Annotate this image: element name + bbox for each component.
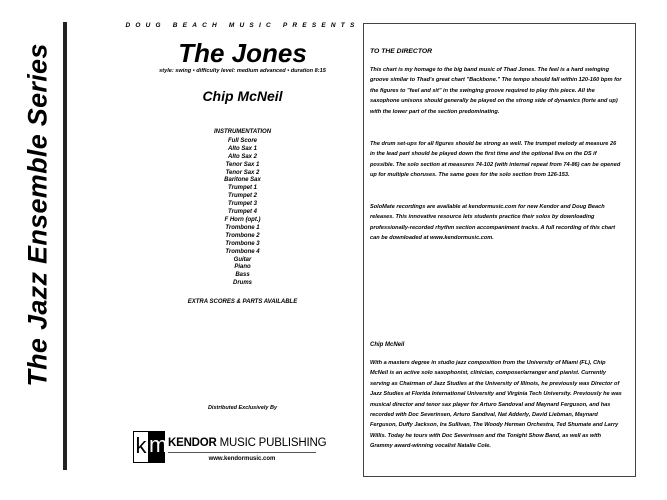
distributed-by: Distributed Exclusively By: [207, 405, 278, 411]
instrument-item: Tenor Sax 1: [225, 161, 260, 168]
instrument-item: Bass: [235, 272, 250, 279]
instrument-item: Trumpet 2: [228, 193, 257, 200]
extra-parts-note: EXTRA SCORES & PARTS AVAILABLE: [187, 299, 298, 305]
piece-meta: style: swing • difficulty level: medium advanced • duration 8:15: [159, 68, 326, 74]
logo-k: k: [133, 431, 149, 463]
instrument-item: Tenor Sax 2: [225, 169, 260, 176]
publisher-name-rest: MUSIC PUBLISHING: [216, 437, 327, 449]
instrument-item: Trombone 4: [225, 248, 260, 255]
bio-heading: Chip McNeil: [370, 342, 405, 348]
publisher-url[interactable]: www.kendormusic.com: [208, 456, 276, 462]
instrument-item: Guitar: [233, 256, 252, 263]
director-heading: TO THE DIRECTOR: [370, 48, 433, 55]
director-paragraph: The drum set-ups for all figures should be strong as well. The trumpet melody at measure 26 in the lead part should be played down the first time and the optional 8va on the DS if possible. The solo section at measures 74-102 (with internal repeat from 74-86) can be opened up for multiple choruses. The same goes for the solo section from 126-153.: [370, 141, 621, 179]
publisher-name-bold: KENDOR: [168, 437, 217, 449]
publisher-name: [168, 437, 326, 449]
director-paragraph: SoloMate recordings are available at kendormusic.com for new Kendor and Doug Beach releases. This innovative resource lets students practice their solos by downloading professionally-recorded rhythm section accompaniment tracks. A full recording of this chart can be downloaded at www.kendormusic.com.: [370, 204, 616, 242]
presenter-line: DOUG BEACH MUSIC PRESENTS: [125, 22, 360, 29]
instrument-item: Trombone 2: [225, 232, 260, 239]
piece-title: The Jones: [178, 38, 307, 68]
logo-m: m: [149, 431, 165, 463]
instrument-item: Trombone 1: [225, 224, 260, 231]
instrument-item: Baritone Sax: [224, 177, 261, 184]
instrument-item: Piano: [234, 264, 251, 271]
instrument-item: Trumpet 4: [228, 209, 257, 216]
instrument-item: Trombone 3: [225, 240, 260, 247]
instrumentation-heading: INSTRUMENTATION: [213, 129, 272, 135]
composer-name: Chip McNeil: [202, 88, 283, 104]
director-notes-box: [363, 23, 636, 477]
bio-text: With a masters degree in studio jazz composition from the University of Miami (FL), Chip McNeil is an active solo saxophonist, clinician, composer/arranger and pianist. Currently serving as Chairman of Jazz Studies at the University of Illinois, he previously was Director of Jazz Studies at Florida International University and Virginia Tech University. Previously he was musical director and tenor sax player for Arturo Sandoval and Maynard Ferguson, and has recorded with Doc Severinsen, Arturo Sandival, Nat Adderly, David Liebman, Maynard Ferguson, Duffy Jackson, Ira Sullivan, The Woody Herman Orchestra, Ted Shumate and Larry Willis. Today he tours with Doc Severinsen and the Tonight Show Band, as well as with Grammy award-winning vocalist Natalie Cole.: [370, 360, 622, 450]
instrument-item: Alto Sax 2: [227, 153, 257, 160]
series-title: The Jazz Ensemble Series: [22, 43, 53, 387]
instrument-item: F Horn (opt.): [224, 216, 261, 223]
director-paragraph: This chart is my homage to the big band music of Thad Jones. The feel is a hard swinging groove similar to Thad's great chart "Backbone." The tempo should fall within 120-160 bpm for the figures to "feel and sit" in the swinging groove required to play this piece. All the saxophone unisons should generally be played on the strong side of dynamics (forte and up) with the lower part of the section predominating.: [370, 67, 622, 115]
instrument-item: Trumpet 3: [228, 201, 257, 208]
publisher-divider: [168, 452, 316, 453]
kendor-logo: [133, 431, 168, 463]
instrument-item: Full Score: [227, 137, 257, 144]
instrument-item: Drums: [232, 280, 252, 287]
instrument-item: Trumpet 1: [228, 185, 257, 192]
vertical-rule: [63, 22, 67, 470]
instrumentation-list: [120, 129, 365, 288]
instrument-item: Alto Sax 1: [227, 145, 257, 152]
